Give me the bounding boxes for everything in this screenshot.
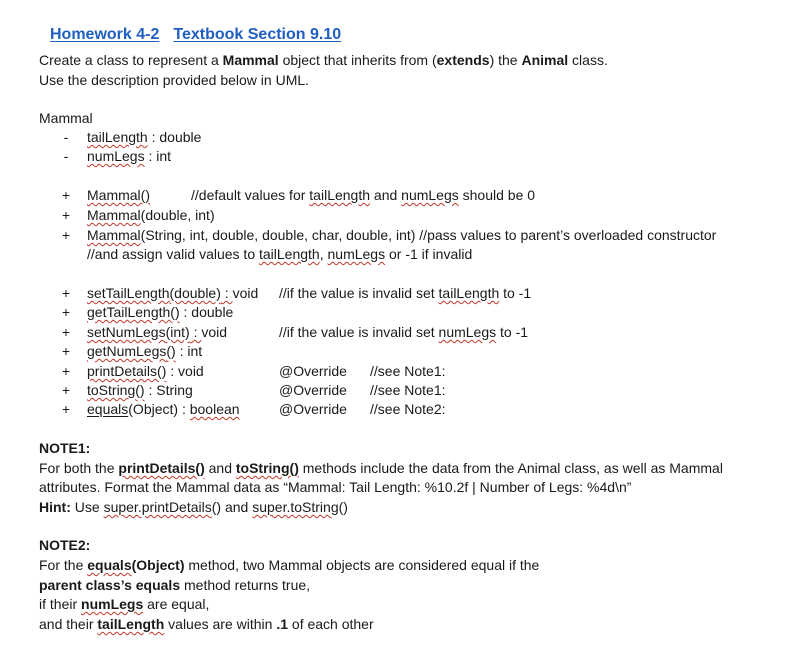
note-text: ()	[338, 499, 348, 515]
intro-mammal: Mammal	[222, 52, 279, 68]
method-params: (double)	[169, 285, 221, 301]
field-tail-length	[87, 128, 201, 146]
constructor-default-comment	[191, 186, 535, 204]
intro-text: object that inherits from (	[278, 52, 437, 68]
method-sep: :	[178, 401, 190, 417]
comment-text: to -1	[496, 324, 529, 340]
constructor-bullet: +	[61, 187, 71, 203]
comment-word: numLegs	[401, 187, 459, 203]
note-field: tailLength	[97, 616, 165, 632]
method-get-tail-length	[87, 303, 233, 321]
note-text: and	[204, 460, 236, 476]
field-type: double	[159, 129, 202, 145]
intro-animal: Animal	[521, 52, 569, 68]
note-text: values are within	[164, 616, 277, 632]
method-sep: :	[179, 304, 192, 320]
intro-text: Create a class to represent a	[39, 52, 223, 68]
note-text: method, two Mammal objects are considered equal if the	[184, 557, 540, 573]
method-get-num-legs	[87, 342, 202, 360]
method-to-string	[87, 381, 193, 399]
intro-extends: extends	[436, 52, 490, 68]
method-annotation: @Override	[279, 382, 347, 398]
note-text: () and	[211, 499, 253, 515]
note-text: of each other	[288, 616, 374, 632]
uml-class-name: Mammal	[39, 110, 93, 126]
note1-line-2: attributes. Format the Mammal data as “Mammal: Tail Length: %10.2f | Number of Legs: %4d\n”	[39, 479, 632, 495]
method-name: getTailLength	[87, 304, 171, 320]
method-set-num-legs	[87, 323, 227, 341]
note1-line-1	[39, 459, 723, 477]
method-bullet: +	[61, 304, 71, 320]
field-name: numLegs	[87, 148, 145, 164]
note-text: Use	[70, 499, 104, 515]
method-bullet: +	[61, 401, 71, 417]
intro-line-1	[39, 51, 608, 69]
note-method: printDetails()	[118, 460, 205, 476]
note-method-params: (Object)	[131, 557, 185, 573]
constructor-default	[87, 186, 150, 204]
method-params: ()	[157, 363, 167, 379]
note-text: For both the	[39, 460, 119, 476]
method-name: toString	[87, 382, 136, 398]
method-annotation: @Override	[279, 401, 347, 417]
comment-word: numLegs	[327, 246, 386, 262]
comment-text: //if the value is invalid set	[279, 285, 439, 301]
intro-line-2: Use the description provided below in UML.	[39, 72, 310, 88]
constructor-full	[87, 226, 716, 244]
title-homework: Homework 4-2	[50, 26, 160, 43]
method-print-details	[87, 362, 204, 380]
constructor-signature: Mammal()	[87, 187, 150, 203]
constructor-bullet: +	[61, 207, 71, 223]
comment-text: ,	[319, 246, 328, 262]
method-note-ref: //see Note2:	[370, 401, 446, 417]
method-name: setNumLegs	[87, 324, 166, 340]
comment-text: //default values for	[191, 187, 310, 203]
constructor-name: Mammal	[87, 207, 141, 223]
method-sep: :	[220, 285, 233, 301]
note2-line-1	[39, 556, 539, 574]
constructor-params: (double, int)	[140, 207, 215, 223]
method-sep: :	[144, 382, 157, 398]
method-name: setTailLength	[87, 285, 170, 301]
method-set-tail-length-comment	[279, 284, 531, 302]
comment-text: to -1	[499, 285, 532, 301]
note-text: are equal,	[143, 596, 210, 612]
field-type: int	[156, 148, 172, 164]
field-num-legs	[87, 147, 171, 165]
note-text: and their	[39, 616, 98, 632]
note-text: methods include the data from the Animal class, as well as Mammal	[298, 460, 723, 476]
method-set-num-legs-comment	[279, 323, 528, 341]
hint-label: Hint:	[39, 499, 71, 515]
method-bullet: +	[61, 363, 71, 379]
method-bullet: +	[61, 382, 71, 398]
comment-text: //if the value is invalid set	[279, 324, 439, 340]
comment-text: //and assign valid values to	[87, 246, 259, 262]
note-field: numLegs	[81, 596, 144, 612]
note-text: method returns true,	[180, 577, 311, 593]
method-params: (Object)	[128, 401, 179, 417]
method-sep: :	[166, 363, 179, 379]
note1-heading: NOTE1:	[39, 440, 91, 456]
note-method: equals	[87, 557, 132, 573]
field-bullet: -	[63, 129, 69, 145]
method-params: ()	[170, 304, 180, 320]
field-sep: :	[147, 129, 160, 145]
title-section: Textbook Section 9.10	[173, 26, 342, 43]
method-return: boolean	[189, 401, 240, 417]
note2-line-4	[39, 615, 374, 633]
constructor-name: Mammal	[87, 227, 141, 243]
comment-word: tailLength	[438, 285, 500, 301]
comment-word: numLegs	[438, 324, 497, 340]
method-return: void	[232, 285, 259, 301]
method-params: (int)	[165, 324, 190, 340]
constructor-bullet: +	[61, 227, 71, 243]
note1-hint	[39, 498, 348, 516]
comment-word: tailLength	[309, 187, 371, 203]
method-return: double	[191, 304, 234, 320]
note2-line-3	[39, 595, 209, 613]
method-bullet: +	[61, 285, 71, 301]
method-sep: :	[175, 343, 188, 359]
method-annotation: @Override	[279, 363, 347, 379]
method-name: equals	[87, 401, 129, 417]
constructor-two-args	[87, 206, 215, 224]
method-note-ref: //see Note1:	[370, 382, 446, 398]
constructor-params: (String, int, double, double, char, double, int) //pass values to parent’s overloaded constructor	[140, 227, 717, 243]
note-method: super.printDetails	[103, 499, 212, 515]
note-method: super.toString	[252, 499, 339, 515]
method-equals	[87, 400, 240, 418]
note2-line-2	[39, 576, 310, 594]
note-number: .1	[276, 616, 289, 632]
note-text: if their	[39, 596, 82, 612]
note2-heading: NOTE2:	[39, 537, 91, 553]
method-return: int	[187, 343, 203, 359]
note-method: toString()	[235, 460, 299, 476]
method-set-tail-length	[87, 284, 258, 302]
comment-word: tailLength	[259, 246, 320, 262]
comment-text: should be 0	[458, 187, 536, 203]
field-bullet: -	[63, 148, 69, 164]
method-params: ()	[166, 343, 176, 359]
method-name: printDetails	[87, 363, 158, 379]
comment-text: and	[370, 187, 402, 203]
comment-text: or -1 if invalid	[385, 246, 473, 262]
method-name: getNumLegs	[87, 343, 167, 359]
field-name: tailLength	[87, 129, 148, 145]
method-note-ref: //see Note1:	[370, 363, 446, 379]
constructor-full-continuation	[87, 245, 472, 263]
note-bold: parent class’s equals	[39, 577, 181, 593]
method-return: void	[178, 363, 204, 379]
field-sep: :	[144, 148, 157, 164]
intro-text: class.	[568, 52, 608, 68]
intro-text: ) the	[489, 52, 522, 68]
method-params: ()	[135, 382, 145, 398]
method-bullet: +	[61, 324, 71, 340]
note-text: For the	[39, 557, 88, 573]
method-return: String	[156, 382, 193, 398]
method-sep: :	[189, 324, 202, 340]
page-title	[50, 26, 341, 44]
method-return: void	[201, 324, 228, 340]
method-bullet: +	[61, 343, 71, 359]
